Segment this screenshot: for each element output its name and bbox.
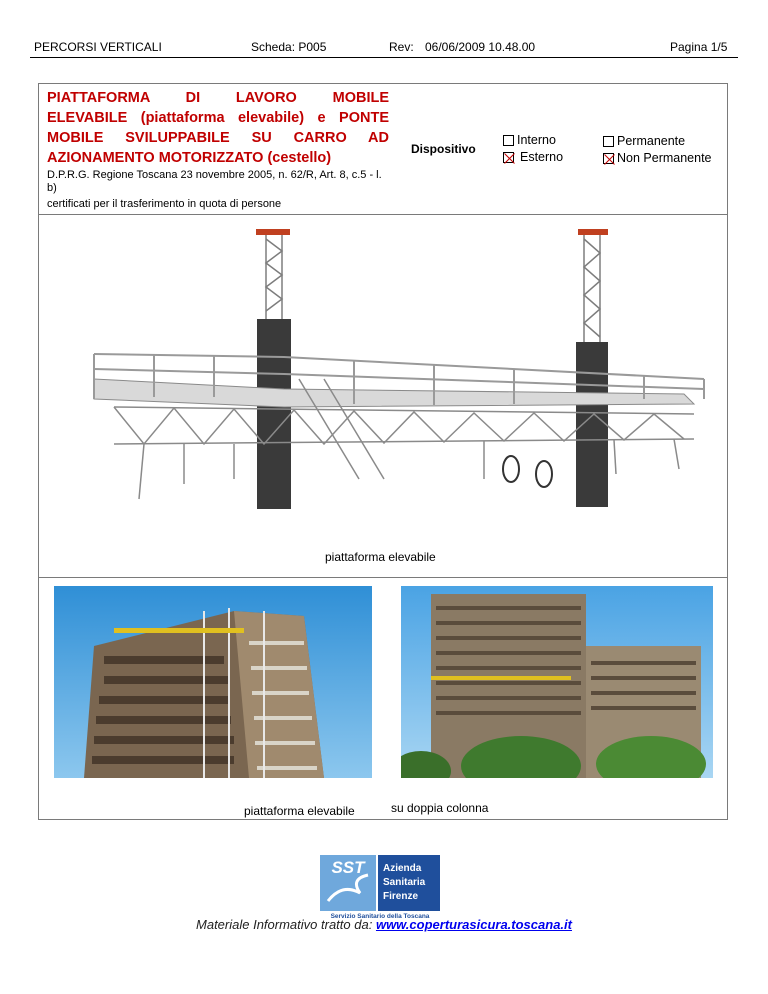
regulation-reference: D.P.R.G. Regione Toscana 23 novembre 2005, n. 62/R, Art. 8, c.5 - l. b): [47, 169, 382, 194]
checkbox-checked-icon: [603, 153, 614, 164]
checkbox-checked-icon: [503, 152, 514, 163]
checkbox-esterno-label: Esterno: [520, 150, 564, 164]
section-divider: [39, 214, 727, 215]
footer-text: Materiale Informativo tratto da:: [196, 917, 373, 932]
title-line: AZIONAMENTO MOTORIZZATO (cestello): [47, 150, 332, 166]
footer: [0, 917, 768, 932]
header-rev-label: Rev:: [389, 40, 414, 54]
sheet-title: [47, 88, 389, 168]
checkbox-empty-icon: [603, 136, 614, 147]
logo-subtitle: Servizio Sanitario della Toscana: [330, 913, 430, 920]
section-divider: [39, 577, 727, 578]
checkbox-non-permanente-label: Non Permanente: [617, 151, 712, 165]
footer-link[interactable]: www.coperturasicura.toscana.it: [375, 917, 572, 932]
checkbox-interno-label: Interno: [517, 133, 556, 147]
checkbox-interno[interactable]: [503, 133, 556, 147]
sst-logo: [320, 855, 440, 920]
building-photo-left: [54, 586, 372, 778]
header-rev-date: 06/06/2009 10.48.00: [425, 40, 536, 54]
caption-main: piattaforma elevabile: [325, 550, 436, 564]
dispositivo-label: Dispositivo: [411, 142, 476, 156]
logo-line-1: Azienda: [383, 863, 422, 874]
certification-note: certificati per il trasferimento in quota di persone: [47, 198, 282, 210]
header-scheda: Scheda: P005: [251, 40, 327, 54]
checkbox-esterno[interactable]: [503, 150, 563, 164]
logo-line-2: Sanitaria: [383, 877, 426, 888]
platform-photo: [54, 229, 714, 547]
caption-left: piattaforma elevabile: [244, 804, 355, 818]
header-section: PERCORSI VERTICALI: [34, 40, 162, 54]
checkbox-permanente[interactable]: [603, 134, 685, 148]
title-line: ELEVABILE (piattaforma elevabile) e PONTE: [47, 110, 389, 126]
checkbox-non-permanente[interactable]: [603, 151, 712, 165]
caption-right: su doppia colonna: [391, 801, 489, 815]
header-divider: [30, 57, 738, 58]
building-photo-right: [401, 586, 713, 778]
logo-abbr: SST: [331, 858, 365, 877]
title-line: MOBILE SVILUPPABILE SU CARRO AD: [47, 130, 389, 146]
header-page: Pagina 1/5: [670, 40, 728, 54]
title-line: PIATTAFORMA DI LAVORO MOBILE: [47, 90, 389, 106]
data-sheet-frame: [38, 83, 728, 820]
checkbox-permanente-label: Permanente: [617, 134, 686, 148]
logo-line-3: Firenze: [383, 891, 419, 902]
checkbox-empty-icon: [503, 135, 514, 146]
